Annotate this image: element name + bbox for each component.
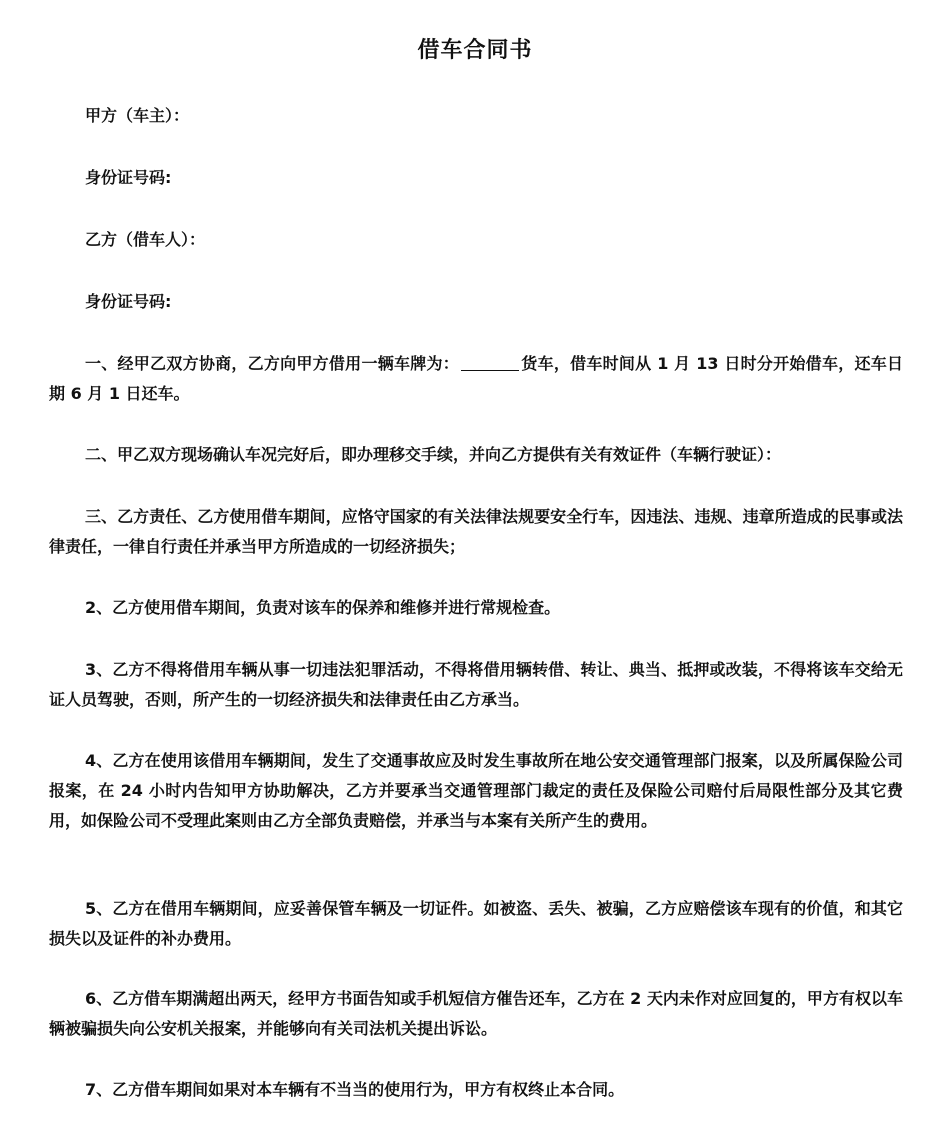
party-a-field: 甲方（车主）： xyxy=(85,106,190,125)
clause-4: 2、乙方使用借车期间，负责对该车的保养和维修并进行常规检查。 xyxy=(85,598,561,617)
clause-9: 7、乙方借车期间如果对本车辆有不当当的使用行为，甲方有权终止本合同。 xyxy=(85,1080,625,1099)
clause-2: 二、甲乙双方现场确认车况完好后，即办理移交手续，并向乙方提供有关有效证件（车辆行驶证）： xyxy=(85,445,782,464)
clause-1-text-b: 货车，借车时间从 1 月 13 日时分开始借车，还车日期 6 月 1 日还车。 xyxy=(49,354,903,403)
party-a-id-field: 身份证号码: xyxy=(85,168,172,187)
clause-3: 三、乙方责任、乙方使用借车期间，应恪守国家的有关法律法规要安全行车，因违法、违规、违章所造成的民事或法律责任，一律自行责任并承当甲方所造成的一切经济损失； xyxy=(49,507,903,556)
clause-8: 6、乙方借车期满超出两天，经甲方书面告知或手机短信方催告还车，乙方在 2 天内未作对应回复的，甲方有权以车辆被骗损失向公安机关报案，并能够向有关司法机关提出诉讼。 xyxy=(49,989,903,1038)
document-title: 借车合同书 xyxy=(417,38,533,63)
clause-6: 4、乙方在使用该借用车辆期间，发生了交通事故应及时发生事故所在地公安交通管理部门报案，以及所属保险公司报案，在 24 小时内告知甲方协助解决，乙方并要承当交通管理部门裁定的责任及保险公司赔付后局限性部分及其它费用，如保险公司不受理此案则由乙方全部负责赔偿，并承当与本案有关所产生的费用。 xyxy=(49,751,903,830)
plate-number-blank xyxy=(461,352,519,371)
clause-5: 3、乙方不得将借用车辆从事一切违法犯罪活动，不得将借用辆转借、转让、典当、抵押或改装，不得将该车交给无证人员驾驶，否则，所产生的一切经济损失和法律责任由乙方承当。 xyxy=(49,660,903,709)
clause-7: 5、乙方在借用车辆期间，应妥善保管车辆及一切证件。如被盗、丢失、被骗，乙方应赔偿该车现有的价值，和其它损失以及证件的补办费用。 xyxy=(49,899,903,948)
clause-1-text-a: 一、经甲乙双方协商，乙方向甲方借用一辆车牌为： xyxy=(85,354,460,373)
party-b-field: 乙方（借车人）： xyxy=(85,230,206,249)
party-b-id-field: 身份证号码: xyxy=(85,292,172,311)
clause-1 xyxy=(49,349,903,409)
